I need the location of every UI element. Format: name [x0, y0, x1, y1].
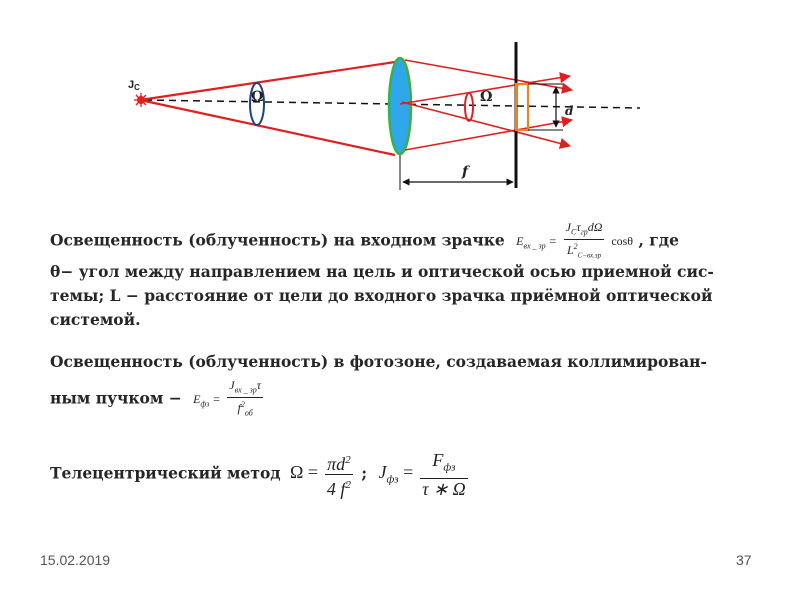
source-star-icon	[134, 93, 148, 107]
p2-line1: Освещенность (облученность) в фотозоне, создаваемая коллимирован-	[50, 352, 707, 371]
formula-solid-angle: Ω = $\frac{\pi d^2}{4 f^2}$	[290, 450, 356, 499]
paragraph-illuminance-photozone	[50, 350, 750, 421]
aperture-label-d: d	[565, 104, 574, 118]
paragraph-illuminance-pupil	[50, 220, 750, 332]
detector-zone	[516, 84, 528, 130]
output-ray-3	[405, 60, 572, 90]
distance-label-f: f	[462, 164, 469, 180]
pupil-ellipse	[465, 93, 473, 121]
objective-lens	[389, 58, 411, 154]
paragraph-telecentric	[50, 450, 750, 499]
formula-photozone-illuminance: $E_{фз}$ = $\frac{J_{вх \_ зр}\tau}{f^2_{об}}$	[193, 378, 262, 418]
p3-separator: ;	[361, 463, 368, 483]
p1-prefix: Освещенность (облученность) на входном зрачке	[50, 230, 505, 250]
footer-page-number: 37	[736, 552, 752, 568]
p1-line3: темы; L − расстояние от цели до входного зрачка приёмной оптической	[50, 286, 713, 305]
p1-suffix: , где	[638, 230, 679, 250]
p2-line2: ным пучком −	[50, 388, 182, 408]
output-ray-2	[402, 102, 570, 146]
formula-pupil-illuminance: $E_{вх \_ зр}$ = $\frac{J_C\tau_{гр}d\Omega}{L^2_{C-вх.зр}}$ cosθ	[516, 220, 634, 260]
source-label: JC	[128, 79, 140, 92]
p1-line4: системой.	[50, 310, 141, 329]
p3-prefix: Телецентрический метод	[50, 463, 281, 483]
omega-label-left: Ω	[251, 89, 264, 105]
p1-line2: θ− угол между направлением на цель и оптической осью приемной сис-	[50, 262, 714, 281]
formula-photozone-intensity: $J_{фз}$ = $\frac{F_{фз}}{\tau ∗ \Omega}$	[378, 450, 466, 499]
footer-date: 15.02.2019	[40, 552, 111, 568]
omega-label-right: Ω	[480, 89, 493, 105]
optical-diagram	[0, 0, 800, 200]
source-ray-upper	[140, 62, 395, 100]
source-ray-lower	[140, 100, 395, 155]
